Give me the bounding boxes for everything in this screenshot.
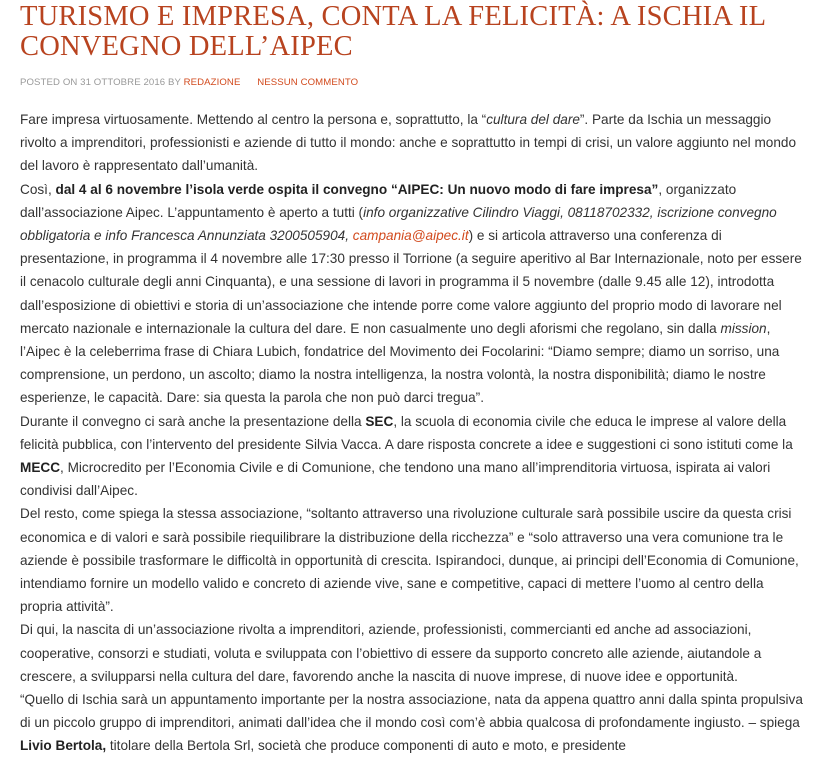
text: Fare impresa virtuosamente. Mettendo al centro la persona e, soprattutto, la “ xyxy=(20,112,487,127)
paragraph-3 xyxy=(20,410,805,503)
post-date: 31 OTTOBRE 2016 xyxy=(80,77,166,88)
text: , l’Aipec è la celeberrima frase di Chiara Lubich, fondatrice del Movimento dei Focolarini: “Diamo sempre; diamo un sorriso, una comprensione, un perdono, un ascolto; diamo la nostra intelligenza, la nostra volontà, la nostra disponibilità; diamo le nostre esperienze, le capacità. Dare: sia questa la parola che non può darci tregua”. xyxy=(20,320,780,406)
paragraph-2 xyxy=(20,178,805,410)
text: titolare della Bertola Srl, società che produce componenti di auto e moto, e presidente xyxy=(106,738,626,754)
email-link[interactable]: campania@aipec.it xyxy=(352,228,469,244)
by-label: BY xyxy=(167,77,181,88)
text: ) e si articola attraverso una conferenza di presentazione, in programma il 4 novembre alle 17:30 presso il Torrione (a seguire aperitivo al Bar Internazionale, noto per essere il cenacolo culturale degli anni Cinquanta), e una sessione di lavori in programma il 5 novembre (dalle 9.45 alle 12), introdotta dall’esposizione di obiettivi e storia di un’associazione che intende porre come valore aggiunto del proprio modo di lavorare nel mercato nazionale e internazionale la cultura del dare. E non casualmente uno degli aforismi che regolano, sin dalla xyxy=(20,228,802,336)
article-body xyxy=(20,108,805,758)
article-title: TURISMO E IMPRESA, CONTA LA FELICITÀ: A ISCHIA IL CONVEGNO DELL’AIPEC xyxy=(20,1,766,62)
text: Durante il convegno ci sarà anche la presentazione della xyxy=(20,413,366,429)
paragraph-6 xyxy=(20,688,805,758)
text: “Quello di Ischia sarà un appuntamento importante per la nostra associazione, nata da appena quattro anni dalla spinta propulsiva di un piccolo gruppo di imprenditori, animati dall’idea che il mondo così com’è abbia qualcosa di profondamente ingiusto. – spiega xyxy=(20,692,803,731)
text: , organizzato dall’associazione Aipec. L’appuntamento è aperto a tutti ( xyxy=(20,181,737,220)
posted-on-label: POSTED ON xyxy=(20,77,78,88)
text: , Microcredito per l’Economia Civile e di Comunione, che tendono una mano all’imprenditoria virtuosa, ispirata ai valori condivisi dall’Aipec. xyxy=(20,460,771,499)
author-link[interactable]: REDAZIONE xyxy=(183,77,241,88)
bold-text: MECC xyxy=(20,460,61,476)
post-meta xyxy=(20,77,805,88)
paragraph-5: Di qui, la nascita di un’associazione rivolta a imprenditori, aziende, professionisti, commercianti ed anche ad associazioni, cooperative, consorzi e studiati, voluta e sviluppata con l’obiettivo di essere da supporto concreto alle aziende, aiutandole a crescere, a svilupparsi nella cultura del dare, favorendo anche la nascita di nuove imprese, di nuove idee e opportunità. xyxy=(20,622,762,684)
emphasis: info organizzative Cilindro Viaggi, 08118702332, iscrizione convegno obbligatoria e info Francesca Annunziata 3200505904, xyxy=(20,204,777,244)
text: ”. Parte da Ischia un messaggio rivolto a imprenditori, professionisti e aziende di tutto il mondo: anche e soprattutto in tempi di crisi, un valore aggiunto nel mondo del lavoro è rappresentato dall’umanità. xyxy=(20,112,797,174)
paragraph-1 xyxy=(20,108,805,178)
text: , la scuola di economia civile che educa le imprese al valore della felicità pubblica, con l’intervento del presidente Silvia Vacca. A dare risposta concrete a idee e suggestioni ci sono istituti come la xyxy=(20,413,793,452)
bold-text: SEC xyxy=(365,413,394,429)
emphasis: cultura del dare xyxy=(486,112,580,127)
text: Così, xyxy=(20,181,56,197)
bold-text: Livio Bertola, xyxy=(20,738,107,754)
comments-link[interactable]: NESSUN COMMENTO xyxy=(257,77,359,88)
emphasis: mission xyxy=(720,320,767,336)
bold-text: dal 4 al 6 novembre l’isola verde ospita il convegno “AIPEC: Un nuovo modo di fare impresa” xyxy=(55,181,659,197)
paragraph-4: Del resto, come spiega la stessa associazione, “soltanto attraverso una rivoluzione culturale sarà possibile uscire da questa crisi economica e di valori e sarà possibile riequilibrare la distribuzione della ricchezza” e “solo attraverso una vera comunione tra le aziende è possibile trasformare le difficoltà in opportunità di crescita. Ispirandoci, dunque, ai principi dell’Economia di Comunione, intendiamo fornire un modello valido e concreto di aziende vive, sane e competitive, capaci di mettere l’uomo al centro della propria attività”. xyxy=(20,506,799,615)
